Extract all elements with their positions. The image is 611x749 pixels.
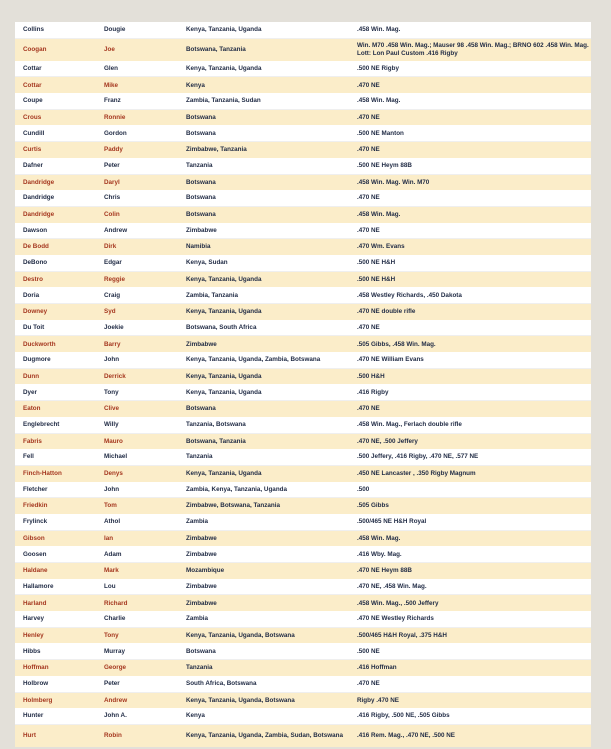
table-row (15, 514, 591, 530)
country-cell: Zambia, Kenya, Tanzania, Uganda (186, 485, 288, 493)
country-cell: Zimbabwe (186, 550, 217, 558)
rifle-cell: .458 Win. Mag. Win. M70 (349, 174, 591, 190)
last-name-cell: Frylinck (23, 518, 48, 526)
first-name-cell: Denys (96, 465, 178, 481)
table-row (15, 239, 591, 255)
last-name-cell: Cottar (15, 77, 96, 93)
last-name-cell: Fabris (15, 433, 96, 449)
table-row (15, 158, 591, 174)
rifle-cell: .500 NE (357, 647, 380, 655)
first-name-cell: Mike (96, 77, 178, 93)
first-name-cell: Gordon (104, 129, 127, 137)
country-cell: South Africa, Botswana (186, 680, 257, 688)
rifle-cell: .500 (357, 485, 370, 493)
rifle-cell: Win. M70 .458 Win. Mag.; Mauser 98 .458 Win. Mag.; BRNO 602 .458 Win. Mag. Lott: Lon Paul Custom .416 Rigby (349, 38, 591, 61)
last-name-cell: Downey (15, 304, 96, 320)
table-row (15, 93, 591, 109)
table-body (15, 22, 591, 747)
first-name-cell: Peter (104, 162, 120, 170)
country-cell: Namibia (178, 239, 349, 255)
first-name-cell: Ian (96, 530, 178, 546)
country-cell: Botswana (186, 129, 216, 137)
country-cell: Zimbabwe (178, 595, 349, 611)
country-cell: Zimbabwe, Botswana, Tanzania (178, 498, 349, 514)
table-row (15, 595, 591, 611)
last-name-cell: Duckworth (15, 336, 96, 352)
first-name-cell: Derrick (96, 368, 178, 384)
country-cell: Zimbabwe (186, 226, 217, 234)
table-row (15, 611, 591, 627)
rifle-cell: .500 H&H (349, 368, 591, 384)
table-row (15, 433, 591, 449)
rifle-cell: .470 NE (357, 194, 380, 202)
first-name-cell: Reggie (96, 271, 178, 287)
last-name-cell: Gibson (15, 530, 96, 546)
first-name-cell: Richard (96, 595, 178, 611)
table-row (15, 692, 591, 708)
last-name-cell: Curtis (15, 142, 96, 158)
table-row (15, 449, 591, 465)
country-cell: Kenya, Tanzania, Uganda, Botswana (178, 692, 349, 708)
rifle-cell: .470 NE (357, 226, 380, 234)
table-row (15, 304, 591, 320)
first-name-cell: Willy (104, 421, 119, 429)
last-name-cell: Hallamore (23, 582, 54, 590)
rifle-cell: .470 NE double rifle (349, 304, 591, 320)
rifle-cell: .470 NE (349, 142, 591, 158)
table-row (15, 724, 591, 747)
last-name-cell: Cundill (23, 129, 45, 137)
country-cell: Zimbabwe (178, 336, 349, 352)
rifle-cell: .416 Rigby (357, 388, 389, 396)
first-name-cell: Glen (104, 64, 118, 72)
rifle-cell: .458 Win. Mag. (349, 206, 591, 222)
rifle-cell: .500 NE Rigby (357, 64, 399, 72)
table-row (15, 22, 591, 38)
table-row (15, 498, 591, 514)
last-name-cell: Dandridge (15, 174, 96, 190)
rifle-cell: .500 Jeffery, .416 Rigby, .470 NE, .577 NE (357, 453, 479, 461)
rifle-cell: .500/465 NE H&H Royal (357, 518, 427, 526)
country-cell: Mozambique (178, 563, 349, 579)
first-name-cell: Craig (104, 291, 121, 299)
rifle-cell: .470 NE, .458 Win. Mag. (357, 582, 427, 590)
first-name-cell: John A. (104, 712, 127, 720)
country-cell: Botswana, South Africa (186, 323, 257, 331)
country-cell: Zimbabwe (178, 530, 349, 546)
country-cell: Zambia (186, 615, 209, 623)
country-cell: Kenya (178, 77, 349, 93)
rifle-cell: .458 Win. Mag., Ferlach double rifle (357, 421, 462, 429)
table-row (15, 643, 591, 659)
table-row (15, 368, 591, 384)
table-row (15, 336, 591, 352)
country-cell: Tanzania, Botswana (186, 421, 246, 429)
first-name-cell: Chris (104, 194, 121, 202)
last-name-cell: Finch-Hatton (15, 465, 96, 481)
first-name-cell: Robin (96, 724, 178, 747)
table-row (15, 190, 591, 206)
first-name-cell: Joekie (104, 323, 124, 331)
country-cell: Botswana (178, 401, 349, 417)
rifle-cell: .500 NE H&H (349, 271, 591, 287)
last-name-cell: Hoffman (15, 660, 96, 676)
country-cell: Tanzania (186, 162, 213, 170)
table-row (15, 223, 591, 239)
country-cell: Tanzania (186, 453, 213, 461)
last-name-cell: De Bodd (15, 239, 96, 255)
country-cell: Botswana (186, 194, 216, 202)
country-cell: Kenya, Tanzania, Uganda, Botswana (178, 627, 349, 643)
last-name-cell: Doria (23, 291, 40, 299)
first-name-cell: Mauro (96, 433, 178, 449)
rifle-cell: .416 Wby. Mag. (357, 550, 402, 558)
hunter-rifle-table (15, 22, 591, 747)
rifle-cell: .416 Rigby, .500 NE, .505 Gibbs (357, 712, 450, 720)
first-name-cell: Ronnie (96, 109, 178, 125)
rifle-cell: .505 Gibbs, .458 Win. Mag. (349, 336, 591, 352)
rifle-cell: .470 NE Westley Richards (357, 615, 434, 623)
table-row (15, 384, 591, 400)
table-row (15, 255, 591, 271)
last-name-cell: Harland (15, 595, 96, 611)
rifle-cell: .500 NE Heym 88B (357, 162, 412, 170)
table-row (15, 417, 591, 433)
rifle-cell: .505 Gibbs (349, 498, 591, 514)
table-row (15, 465, 591, 481)
last-name-cell: Fletcher (23, 485, 48, 493)
first-name-cell: Colin (96, 206, 178, 222)
rifle-cell: .470 NE (349, 401, 591, 417)
country-cell: Botswana, Tanzania (178, 38, 349, 61)
first-name-cell: Tony (104, 388, 119, 396)
first-name-cell: Clive (96, 401, 178, 417)
table-row (15, 125, 591, 141)
first-name-cell: Andrew (104, 226, 128, 234)
table-row (15, 660, 591, 676)
last-name-cell: Holmberg (15, 692, 96, 708)
table-row (15, 627, 591, 643)
last-name-cell: Dafner (23, 162, 43, 170)
rifle-cell: .458 Westley Richards, .450 Dakota (357, 291, 462, 299)
last-name-cell: Holbrow (23, 680, 49, 688)
last-name-cell: Henley (15, 627, 96, 643)
rifle-cell: .470 NE Heym 88B (349, 563, 591, 579)
table-row (15, 546, 591, 562)
table-row (15, 142, 591, 158)
rifle-cell: .450 NE Lancaster , .350 Rigby Magnum (349, 465, 591, 481)
last-name-cell: Du Toit (23, 323, 45, 331)
last-name-cell: Hunter (23, 712, 44, 720)
table-row (15, 708, 591, 724)
last-name-cell: Dawson (23, 226, 48, 234)
last-name-cell: Collins (23, 26, 44, 34)
last-name-cell: Fell (23, 453, 34, 461)
table-row (15, 206, 591, 222)
last-name-cell: Dunn (15, 368, 96, 384)
table-row (15, 287, 591, 303)
last-name-cell: Dandridge (23, 194, 55, 202)
rifle-cell: .470 NE (357, 323, 380, 331)
country-cell: Kenya, Tanzania, Uganda (178, 271, 349, 287)
last-name-cell: Cottar (23, 64, 42, 72)
last-name-cell: Harvey (23, 615, 45, 623)
last-name-cell: Eaton (15, 401, 96, 417)
rifle-cell: .500 NE Manton (357, 129, 404, 137)
table-row (15, 352, 591, 368)
country-cell: Kenya (186, 712, 205, 720)
country-cell: Kenya, Tanzania, Uganda (178, 368, 349, 384)
last-name-cell: Coupe (23, 97, 43, 105)
country-cell: Kenya, Tanzania, Uganda (186, 26, 262, 34)
rifle-cell: .458 Win. Mag. (357, 26, 401, 34)
table-row (15, 530, 591, 546)
first-name-cell: Tom (96, 498, 178, 514)
rifle-cell: .470 NE, .500 Jeffery (349, 433, 591, 449)
country-cell: Kenya, Tanzania, Uganda (186, 64, 262, 72)
last-name-cell: DeBono (23, 259, 48, 267)
country-cell: Zimbabwe (186, 582, 217, 590)
table-row (15, 320, 591, 336)
last-name-cell: Hurt (15, 724, 96, 747)
first-name-cell: Edgar (104, 259, 122, 267)
table-row (15, 174, 591, 190)
first-name-cell: Charlie (104, 615, 126, 623)
hunter-rifle-table-sheet (15, 22, 591, 738)
country-cell: Kenya, Tanzania, Uganda (186, 388, 262, 396)
country-cell: Botswana, Tanzania (178, 433, 349, 449)
last-name-cell: Coogan (15, 38, 96, 61)
last-name-cell: Dyer (23, 388, 38, 396)
first-name-cell: Mark (96, 563, 178, 579)
country-cell: Kenya, Sudan (186, 259, 228, 267)
country-cell: Botswana (178, 174, 349, 190)
rifle-cell: .470 Wm. Evans (349, 239, 591, 255)
first-name-cell: Adam (104, 550, 122, 558)
rifle-cell: .500/465 H&H Royal, .375 H&H (349, 627, 591, 643)
last-name-cell: Dugmore (23, 356, 51, 364)
table-row (15, 109, 591, 125)
rifle-cell: .470 NE (349, 109, 591, 125)
rifle-cell: .458 Win. Mag. (349, 530, 591, 546)
table-row (15, 563, 591, 579)
first-name-cell: Murray (104, 647, 125, 655)
first-name-cell: George (96, 660, 178, 676)
last-name-cell: Englebrecht (23, 421, 60, 429)
first-name-cell: Dougie (104, 26, 126, 34)
rifle-cell: .500 NE H&H (357, 259, 396, 267)
first-name-cell: Dirk (96, 239, 178, 255)
country-cell: Kenya, Tanzania, Uganda (178, 465, 349, 481)
last-name-cell: Destro (15, 271, 96, 287)
rifle-cell: .470 NE (357, 680, 380, 688)
country-cell: Zambia, Tanzania (186, 291, 239, 299)
rifle-cell: .458 Win. Mag., .500 Jeffery (349, 595, 591, 611)
first-name-cell: Franz (104, 97, 121, 105)
first-name-cell: Barry (96, 336, 178, 352)
last-name-cell: Goosen (23, 550, 47, 558)
first-name-cell: Syd (96, 304, 178, 320)
table-row (15, 38, 591, 61)
last-name-cell: Friedkin (15, 498, 96, 514)
table-row (15, 61, 591, 77)
last-name-cell: Hibbs (23, 647, 41, 655)
first-name-cell: Lou (104, 582, 116, 590)
table-row (15, 77, 591, 93)
rifle-cell: .458 Win. Mag. (357, 97, 401, 105)
country-cell: Botswana (178, 206, 349, 222)
country-cell: Zambia, Tanzania, Sudan (186, 97, 261, 105)
country-cell: Kenya, Tanzania, Uganda, Zambia, Sudan, Botswana (178, 724, 349, 747)
rifle-cell: Rigby .470 NE (349, 692, 591, 708)
first-name-cell: Peter (104, 680, 120, 688)
rifle-cell: .470 NE William Evans (357, 356, 424, 364)
last-name-cell: Haldane (15, 563, 96, 579)
country-cell: Tanzania (178, 660, 349, 676)
first-name-cell: Michael (104, 453, 128, 461)
first-name-cell: Paddy (96, 142, 178, 158)
country-cell: Kenya, Tanzania, Uganda, Zambia, Botswana (186, 356, 321, 364)
country-cell: Zambia (186, 518, 209, 526)
rifle-cell: .470 NE (349, 77, 591, 93)
first-name-cell: Andrew (96, 692, 178, 708)
country-cell: Kenya, Tanzania, Uganda (178, 304, 349, 320)
first-name-cell: Athol (104, 518, 121, 526)
rifle-cell: .416 Hoffman (349, 660, 591, 676)
table-row (15, 401, 591, 417)
first-name-cell: Tony (96, 627, 178, 643)
rifle-cell: .416 Rem. Mag., .470 NE, .500 NE (349, 724, 591, 747)
table-row (15, 579, 591, 595)
table-row (15, 271, 591, 287)
table-row (15, 482, 591, 498)
country-cell: Botswana (186, 647, 216, 655)
country-cell: Botswana (178, 109, 349, 125)
first-name-cell: Daryl (96, 174, 178, 190)
last-name-cell: Dandridge (15, 206, 96, 222)
first-name-cell: Joe (96, 38, 178, 61)
first-name-cell: John (104, 356, 120, 364)
last-name-cell: Crous (15, 109, 96, 125)
country-cell: Zimbabwe, Tanzania (178, 142, 349, 158)
first-name-cell: John (104, 485, 120, 493)
table-row (15, 676, 591, 692)
